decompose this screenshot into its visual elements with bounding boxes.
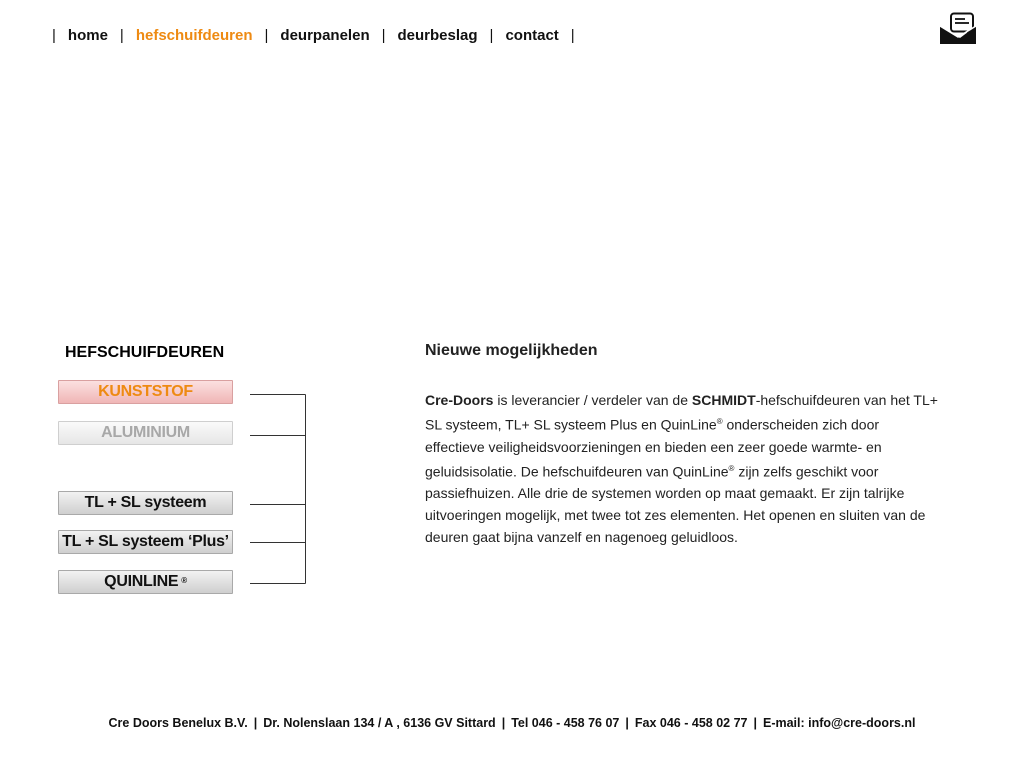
main-content xyxy=(425,342,940,548)
main-nav xyxy=(52,25,587,45)
footer-tel: Tel 046 - 458 76 07 xyxy=(511,716,620,730)
quinline-label: QUINLINE xyxy=(104,573,179,590)
content-heading: Nieuwe mogelijkheden xyxy=(425,342,598,359)
kunststof-button[interactable] xyxy=(58,380,233,404)
nav-separator: | xyxy=(570,26,575,44)
sidebar-title: HEFSCHUIFDEUREN xyxy=(65,344,225,361)
nav-separator: | xyxy=(381,26,386,44)
nav-separator: | xyxy=(264,26,269,44)
aluminium-button[interactable] xyxy=(58,421,233,445)
menu-connector-lines xyxy=(250,394,310,586)
mail-envelope-icon[interactable] xyxy=(938,12,978,46)
nav-separator: | xyxy=(489,26,494,44)
tl-sl-systeem-label: TL + SL systeem xyxy=(84,494,207,511)
nav-separator: | xyxy=(52,26,56,44)
footer-separator: | xyxy=(753,716,757,730)
registered-mark: ® xyxy=(728,463,735,473)
tl-sl-systeem-plus-button[interactable] xyxy=(58,530,233,554)
nav-contact[interactable]: contact xyxy=(505,26,559,44)
footer-separator: | xyxy=(501,716,506,730)
footer-company: Cre Doors Benelux B.V. xyxy=(108,716,248,730)
registered-mark: ® xyxy=(181,575,187,585)
text-fragment: zijn zelfs geschikt voor passiefhuizen. Alle drie de systemen worden op maat gemaakt. Er zijn talrijke uitvoeringen mogelijk, met twee tot zes elementen. Het openen en sluiten van de deuren gaat bijna vanzelf en nagenoeg geluidloos. xyxy=(425,463,926,546)
schmidt-brand: SCHMIDT xyxy=(691,392,756,408)
footer-fax: Fax 046 - 458 02 77 xyxy=(634,716,748,730)
footer-separator: | xyxy=(253,716,258,730)
nav-hefschuifdeuren[interactable]: hefschuifdeuren xyxy=(135,26,253,44)
registered-mark: ® xyxy=(716,417,723,426)
footer-separator: | xyxy=(625,716,629,730)
nav-deurpanelen[interactable]: deurpanelen xyxy=(280,26,370,44)
aluminium-label: ALUMINIUM xyxy=(101,424,190,441)
quinline-button[interactable] xyxy=(58,570,233,594)
footer-address: Dr. Nolenslaan 134 / A , 6136 GV Sittard xyxy=(263,716,496,730)
nav-deurbeslag[interactable]: deurbeslag xyxy=(397,26,478,44)
content-paragraph xyxy=(425,389,940,548)
footer-email[interactable]: E-mail: info@cre-doors.nl xyxy=(762,716,916,730)
tl-sl-systeem-button[interactable] xyxy=(58,491,233,515)
nav-separator: | xyxy=(119,26,124,44)
kunststof-label: KUNSTSTOF xyxy=(98,383,193,400)
nav-home[interactable]: home xyxy=(67,26,108,44)
text-fragment: onderscheiden zich door effectieve veiligheidsvoorzieningen en bieden een zeer goede warmte- en geluidsisolatie. De hefschuifdeuren van QuinLine xyxy=(425,416,882,480)
text-fragment: -hefschuifdeuren van het TL+ SL systeem, TL+ SL systeem Plus en QuinLine xyxy=(425,392,938,433)
text-fragment: is leverancier / verdeler van de xyxy=(493,392,692,408)
footer xyxy=(0,716,1024,730)
brand-name: Cre-Doors xyxy=(425,392,494,408)
tl-sl-systeem-plus-label: TL + SL systeem ‘Plus’ xyxy=(62,533,229,550)
